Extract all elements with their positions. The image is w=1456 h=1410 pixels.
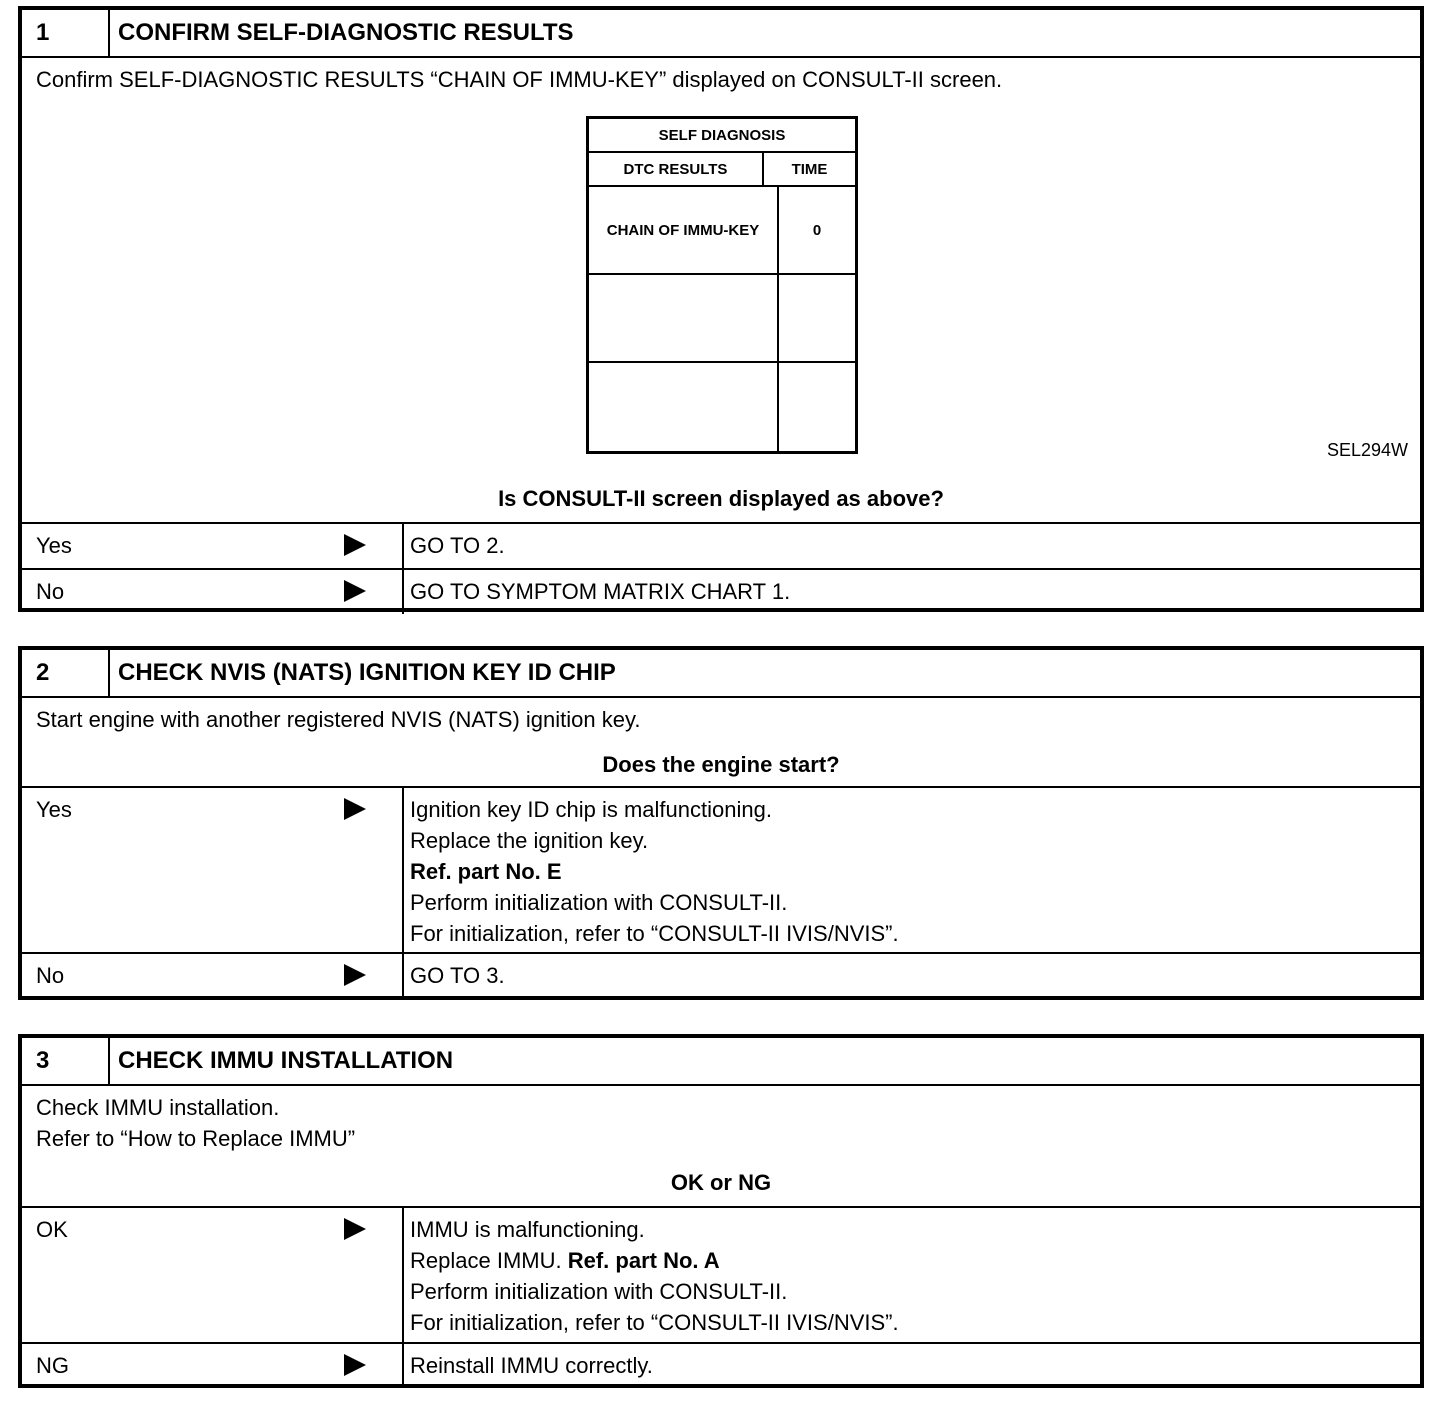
consult-screen-figure <box>586 116 858 454</box>
step-question: Is CONSULT-II screen displayed as above? <box>498 486 944 511</box>
arrow-right-icon <box>342 962 368 988</box>
arrow-right-icon <box>342 532 368 558</box>
result-label: No <box>36 579 65 604</box>
step-question: OK or NG <box>670 1170 772 1195</box>
step-body <box>22 698 1420 788</box>
result-row-no <box>22 954 1420 998</box>
step-2-box <box>18 646 1424 1000</box>
instruction-text: Confirm SELF-DIAGNOSTIC RESULTS “CHAIN OF IMMU-KEY” displayed on CONSULT-II screen. <box>36 67 1003 92</box>
result-row-ok <box>22 1208 1420 1344</box>
step-title: CHECK NVIS (NATS) IGNITION KEY ID CHIP <box>118 659 616 686</box>
step-number: 3 <box>22 1038 110 1084</box>
step-number: 1 <box>22 10 110 56</box>
screen-col-time: TIME <box>764 153 855 187</box>
instruction-text: Start engine with another registered NVIS (NATS) ignition key. <box>36 707 641 732</box>
result-row-yes <box>22 788 1420 954</box>
instruction-text: Check IMMU installation. Refer to “How to Replace IMMU” <box>36 1095 356 1151</box>
result-label: OK <box>36 1217 68 1242</box>
result-text: Ignition key ID chip is malfunctioning. Replace the ignition key. Ref. part No. E Perform initialization with CONSULT-II. For initialization, refer to “CONSULT-II IVIS/NVIS”. <box>410 797 899 946</box>
screen-empty-cell <box>589 275 779 363</box>
step-title: CHECK IMMU INSTALLATION <box>118 1047 454 1074</box>
result-label: Yes <box>36 533 72 558</box>
step-body <box>22 1086 1420 1208</box>
result-row-no <box>22 570 1420 614</box>
result-text: IMMU is malfunctioning. Replace IMMU. Ref. part No. A Perform initialization with CONSULT-II. For initialization, refer to “CONSULT-II IVIS/NVIS”. <box>410 1217 899 1335</box>
screen-col-dtc: DTC RESULTS <box>589 153 764 187</box>
screen-time-value: 0 <box>779 187 855 275</box>
result-text: GO TO 2. <box>410 533 505 558</box>
result-label: No <box>36 963 65 988</box>
step-header <box>22 650 1420 698</box>
result-label: NG <box>36 1353 69 1378</box>
step-header <box>22 1038 1420 1086</box>
step-body <box>22 58 1420 524</box>
screen-title: SELF DIAGNOSIS <box>589 119 855 153</box>
screen-dtc-value: CHAIN OF IMMU-KEY <box>589 187 779 275</box>
arrow-right-icon <box>342 796 368 822</box>
step-3-box <box>18 1034 1424 1388</box>
screen-empty-cell <box>779 275 855 363</box>
step-question: Does the engine start? <box>602 752 840 777</box>
arrow-right-icon <box>342 578 368 604</box>
result-label: Yes <box>36 797 72 822</box>
screen-empty-cell <box>589 363 779 451</box>
arrow-right-icon <box>342 1216 368 1242</box>
result-row-ng <box>22 1344 1420 1388</box>
result-row-yes <box>22 524 1420 570</box>
result-text: Reinstall IMMU correctly. <box>410 1353 653 1378</box>
step-1-box <box>18 6 1424 612</box>
result-text: GO TO SYMPTOM MATRIX CHART 1. <box>410 579 791 604</box>
figure-code: SEL294W <box>1326 440 1408 460</box>
result-text: GO TO 3. <box>410 963 505 988</box>
step-number: 2 <box>22 650 110 696</box>
step-header <box>22 10 1420 58</box>
arrow-right-icon <box>342 1352 368 1378</box>
step-title: CONFIRM SELF-DIAGNOSTIC RESULTS <box>118 19 574 46</box>
